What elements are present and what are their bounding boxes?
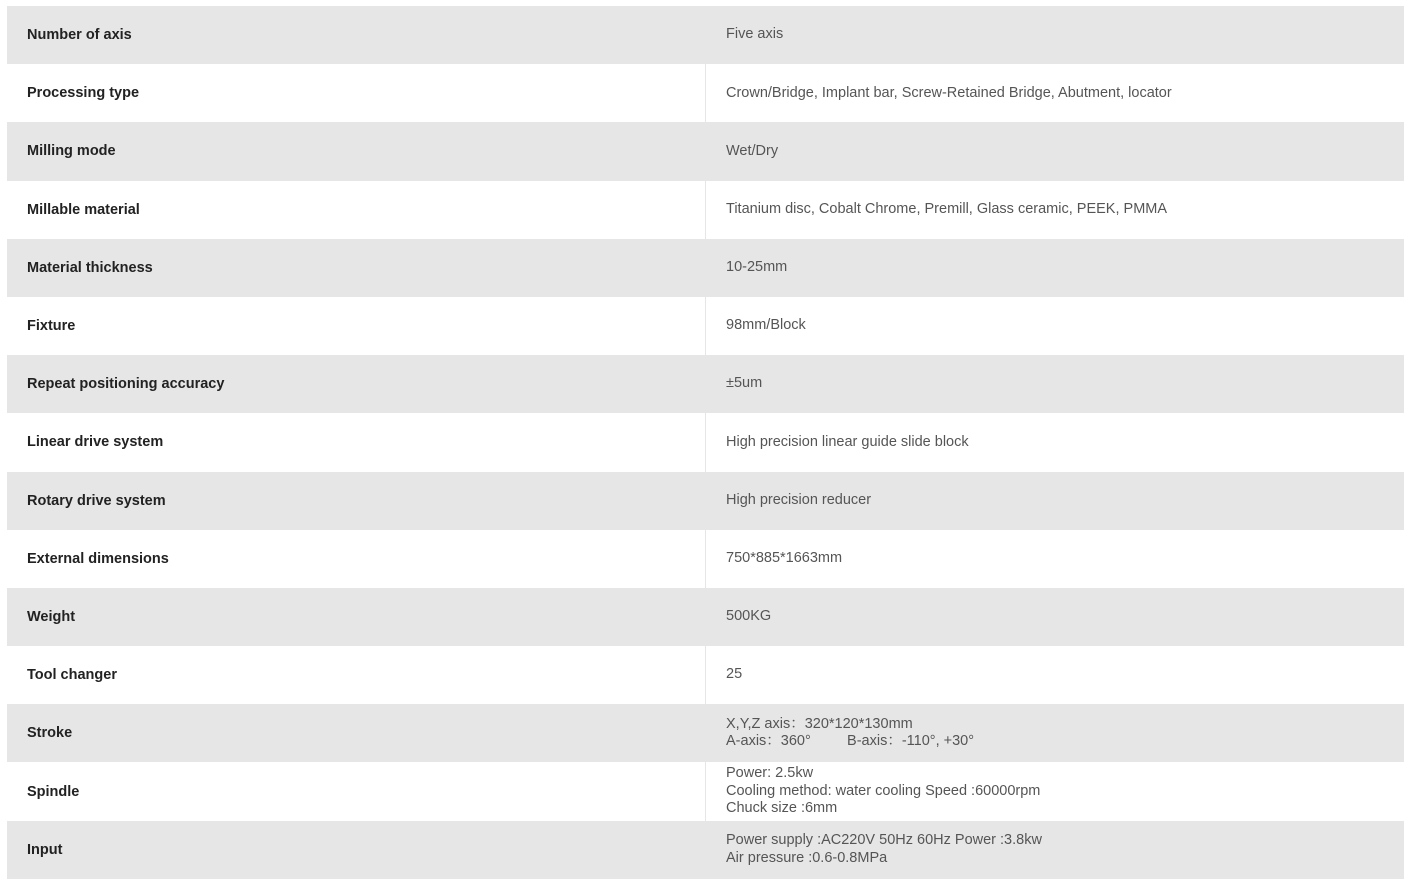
spec-value [706,6,1404,64]
spec-value-line: High precision linear guide slide block [726,433,969,450]
spec-label: Millable material [7,181,706,239]
spec-value-line: Cooling method: water cooling Speed :60000rpm [726,782,1041,799]
spec-value [706,530,1404,588]
spec-value-line: Wet/Dry [726,142,779,159]
spec-value [706,239,1404,297]
spec-value-line: 750*885*1663mm [726,550,843,567]
spec-value [706,646,1404,704]
spec-value-line: Crown/Bridge, Implant bar, Screw-Retained Bridge, Abutment, locator [726,84,1172,101]
spec-label: Stroke [7,704,706,762]
spec-value-line: 25 [726,666,743,683]
spec-row [7,239,1404,297]
spec-label: Input [7,821,706,879]
spec-value [706,64,1404,122]
spec-value [706,704,1404,762]
spec-value-line: Chuck size :6mm [726,800,838,817]
spec-value [706,588,1404,646]
spec-value-line: Air pressure :0.6-0.8MPa [726,849,888,866]
spec-row [7,588,1404,646]
spec-label: Weight [7,588,706,646]
spec-row [7,413,1404,471]
spec-row [7,355,1404,413]
spec-value-line: Power supply :AC220V 50Hz 60Hz Power :3.8kw [726,832,1042,849]
spec-label: Repeat positioning accuracy [7,355,706,413]
spec-value-line: 500KG [726,608,772,625]
spec-row [7,821,1404,879]
spec-value [706,355,1404,413]
spec-row [7,704,1404,762]
spec-label: Linear drive system [7,413,706,471]
spec-value-line: X,Y,Z axis：320*120*130mm [726,715,913,732]
spec-value-line: 10-25mm [726,259,788,276]
spec-value-line: High precision reducer [726,491,872,508]
spec-row [7,181,1404,239]
spec-label: Fixture [7,297,706,355]
spec-label: Tool changer [7,646,706,704]
spec-value [706,181,1404,239]
spec-value [706,122,1404,180]
spec-table [7,6,1404,879]
spec-row [7,122,1404,180]
spec-value [706,413,1404,471]
spec-row [7,530,1404,588]
spec-value-line: 98mm/Block [726,317,806,334]
spec-value-line: Power: 2.5kw [726,765,814,782]
spec-label: Processing type [7,64,706,122]
spec-row [7,64,1404,122]
spec-row [7,646,1404,704]
spec-value [706,821,1404,879]
spec-label: Spindle [7,762,706,820]
spec-label: Material thickness [7,239,706,297]
spec-label: External dimensions [7,530,706,588]
spec-label: Rotary drive system [7,472,706,530]
spec-value [706,762,1404,820]
spec-value-line: Titanium disc, Cobalt Chrome, Premill, Glass ceramic, PEEK, PMMA [726,200,1168,217]
spec-row [7,6,1404,64]
spec-label: Milling mode [7,122,706,180]
spec-value-line: ±5um [726,375,763,392]
spec-value [706,297,1404,355]
spec-value-line: Five axis [726,26,784,43]
spec-row [7,762,1404,820]
spec-value [706,472,1404,530]
spec-value-line: A-axis：360° B-axis：-110°, +30° [726,733,975,750]
spec-row [7,472,1404,530]
spec-row [7,297,1404,355]
spec-label: Number of axis [7,6,706,64]
